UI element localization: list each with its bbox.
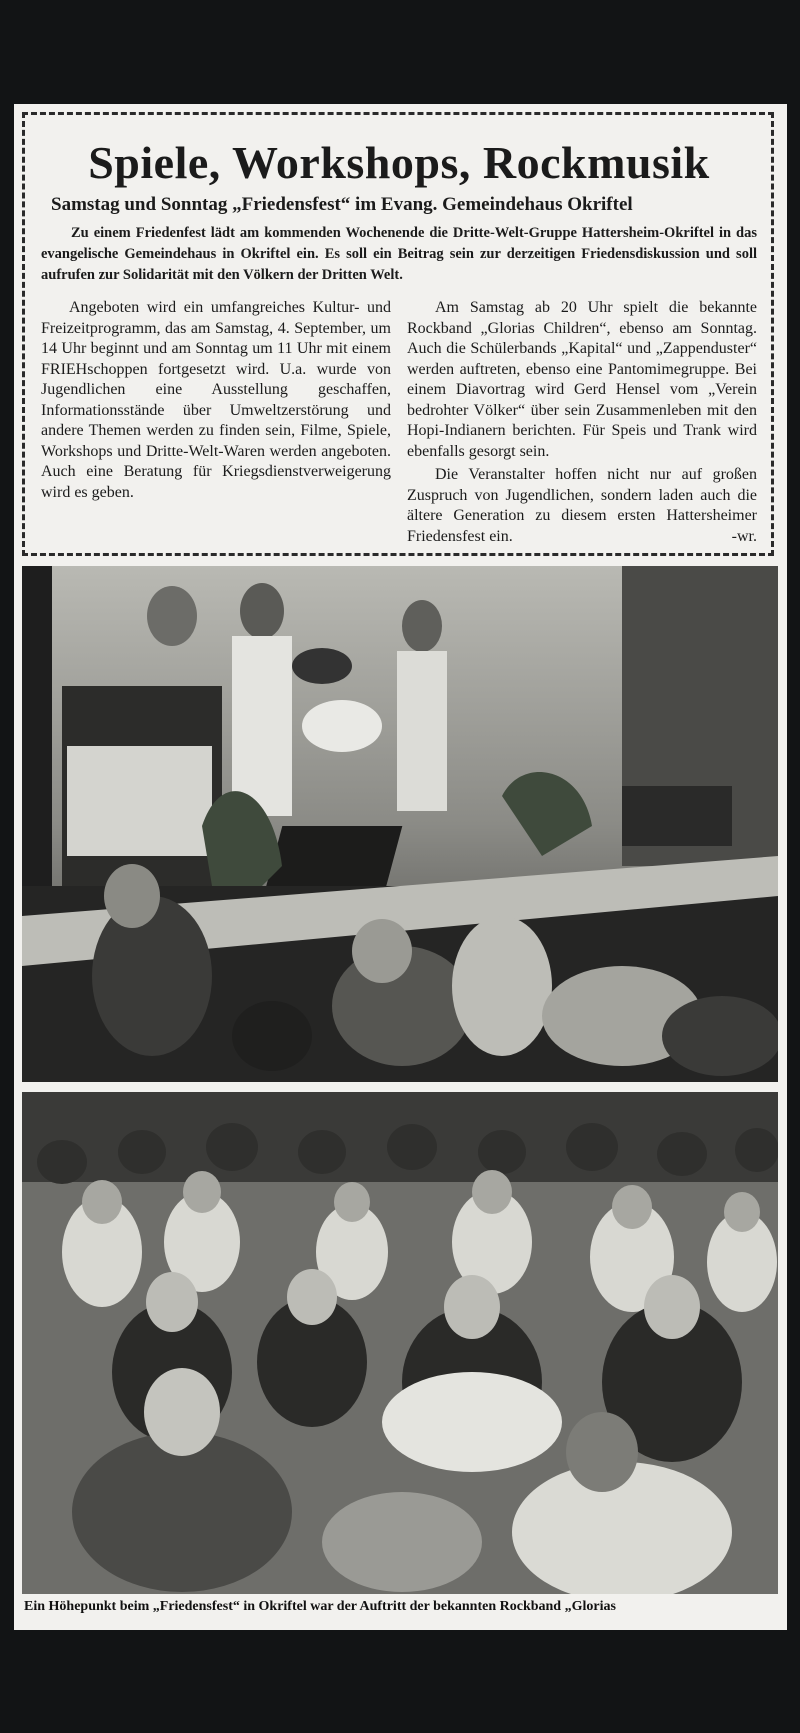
headline: Spiele, Workshops, Rockmusik	[88, 137, 710, 188]
right-column-paragraph-2	[407, 465, 757, 547]
article-box	[22, 112, 774, 556]
newspaper-clipping	[14, 104, 787, 1630]
lead-paragraph: Zu einem Friedenfest lädt am kommenden Wochenende die Dritte-Welt-Gruppe Hattersheim-Okriftel in das evangelische Gemeindehaus in Okriftel ein. Es soll ein Beitrag sein zur derzeitigen Friedensdiskussion und soll aufrufen zur Solidarität mit den Völkern der Dritten Welt.	[41, 225, 757, 283]
left-column-text: Angeboten wird ein umfangreiches Kultur- und Freizeitprogramm, das am Samstag, 4. September, um 14 Uhr beginnt und am Sonntag um 11 Uhr mit einem FRIEHschoppen fortgesetzt wird. U.a. wurde von Jugendlichen eine Ausstellung geschaffen, Informationsstände über Umweltzerstörung und andere Themen werden zu finden sein, Filme, Spiele, Workshops und Dritte-Welt-Waren werden angeboten. Auch eine Beratung für Kriegsdienstverweigerung wird es geben.	[41, 299, 391, 501]
left-column	[41, 298, 391, 550]
article-columns	[41, 298, 757, 550]
right-column-paragraph-1: Am Samstag ab 20 Uhr spielt die bekannte Rockband „Glorias Children“, ebenso am Sonntag. Auch die Schülerbands „Kapital“ und „Zappenduster“ werden auftreten, ebenso eine Pantomimegruppe. Bei einem Diavortrag wird Gerd Hensel vom „Verein bedrohter Völker“ über sein Zusammenleben mit den Hopi-Indianern berichten. Für Speis und Trank wird ebenfalls gesorgt sein.	[407, 299, 757, 460]
band-stage-photo-image	[22, 566, 778, 1082]
right-column	[407, 298, 757, 550]
photo-caption	[24, 1598, 776, 1630]
right-column-paragraph-2-text: Die Veranstalter hoffen nicht nur auf großen Zuspruch von Jugendlichen, sondern laden auch die ältere Generation zu diesem ersten Hattersheimer Friedensfest ein.	[407, 466, 757, 545]
subheadline: Samstag und Sonntag „Friedensfest“ im Evang. Gemeindehaus Okriftel	[51, 194, 633, 215]
photo-band-on-stage	[22, 566, 778, 1082]
photo-audience	[22, 1092, 778, 1594]
photo-caption-line-1: Ein Höhepunkt beim „Friedensfest“ in Okriftel war der Auftritt der bekannten Rockband „Glorias	[24, 1599, 616, 1614]
audience-photo-image	[22, 1092, 778, 1594]
author-signature: -wr.	[731, 527, 757, 545]
